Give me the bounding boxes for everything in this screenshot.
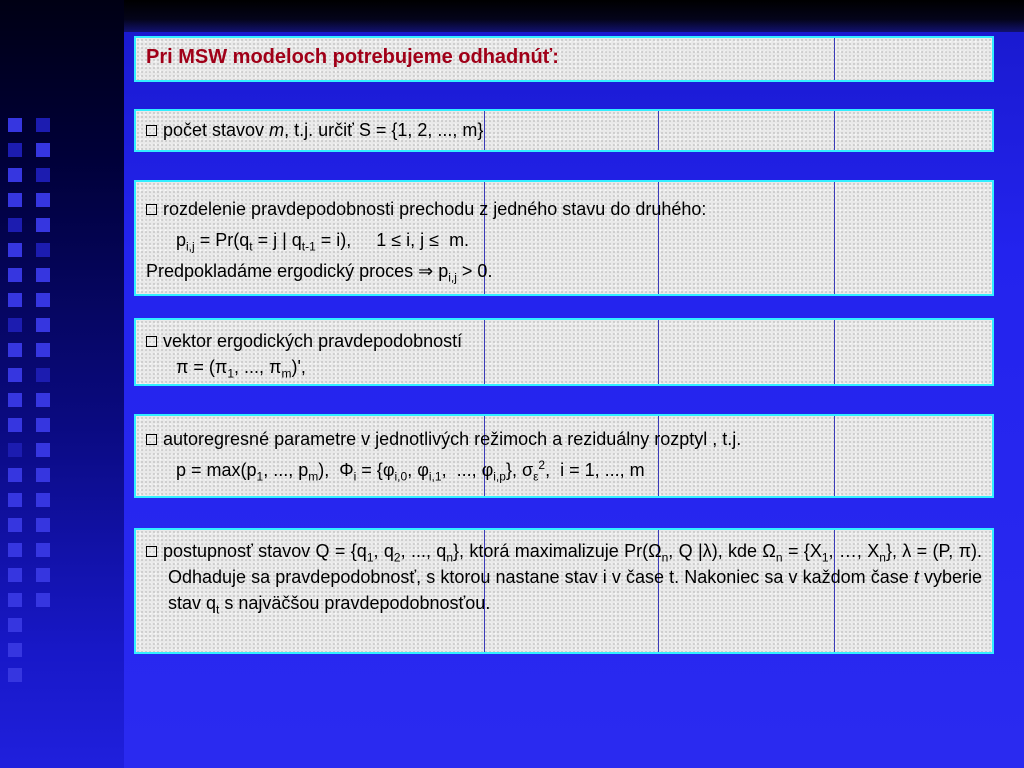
- item-state-count: počet stavov m, t.j. určiť S = {1, 2, ..., m}: [134, 109, 994, 152]
- state-sequence-paragraph: postupnosť stavov $Q = \{q_1$, $q_2$, ..., $q_n$}, ktorá maximalizuje $Pr(\Omega_n$, Q |λ), kde $\Omega_n = \{X_1$, …, $X_n$}, λ = (P, π). Odhaduje sa pravdepodobnosť, s ktorou nastane stav i v čase t. Nakoniec sa v každom čase t vyberie stav $q_t$ s najväčšou pravdepodobnosťou.: [146, 538, 982, 616]
- checkbox-bullet-icon: [146, 434, 157, 445]
- top-dark-band: [124, 0, 1024, 32]
- item-state-sequence: [134, 528, 994, 654]
- decorative-squares-left: [8, 118, 22, 693]
- checkbox-bullet-icon: [146, 125, 157, 136]
- left-gradient-panel: [0, 0, 124, 768]
- item-ergodic-vector: vektor ergodických pravdepodobností $\pi = (\pi_1$, ..., $\pi_m)'$,: [134, 318, 994, 386]
- title-box: [134, 36, 994, 82]
- item-autoregressive-params: autoregresné parametre v jednotlivých režimoch a reziduálny rozptyl , t.j. $p = \max(p_1$, ..., $p_m$), $\Phi_i = \{\varphi_{i,0}$, $\varphi_{i,1}$, ..., $\varphi_{i,p}$}, $\sigma_\varepsilon^2$, i = 1, ..., m: [134, 414, 994, 498]
- checkbox-bullet-icon: [146, 336, 157, 347]
- checkbox-bullet-icon: [146, 204, 157, 215]
- decorative-squares-right: [36, 118, 50, 618]
- checkbox-bullet-icon: [146, 546, 157, 557]
- ergodic-vector-formula: $\pi = (\pi_1$, ..., $\pi_m)'$,: [176, 357, 306, 381]
- transition-formula: $p_{i,j} = Pr(q_t = j$ | $q_{t-1} = i$), 1 ≤ i, j ≤ m.: [176, 230, 470, 254]
- item-transition-probabilities: rozdelenie pravdepodobnosti prechodu z jedného stavu do druhého: $p_{i,j} = Pr(q_t = j$ | $q_{t-1} = i$), 1 ≤ i, j ≤ m. Predpokladáme ergodický proces ⇒ $p_{i,j} > 0$.: [134, 180, 994, 296]
- ar-params-formula: $p = \max(p_1$, ..., $p_m$), $\Phi_i = \{\varphi_{i,0}$, $\varphi_{i,1}$, ..., $\varphi_{i,p}$}, $\sigma_\varepsilon^2$, i = 1, ..., m: [176, 458, 645, 484]
- ergodic-assumption: Predpokladáme ergodický proces ⇒ $p_{i,j} > 0$.: [146, 261, 493, 285]
- slide-title: Pri MSW modeloch potrebujeme odhadnúť:: [146, 46, 559, 68]
